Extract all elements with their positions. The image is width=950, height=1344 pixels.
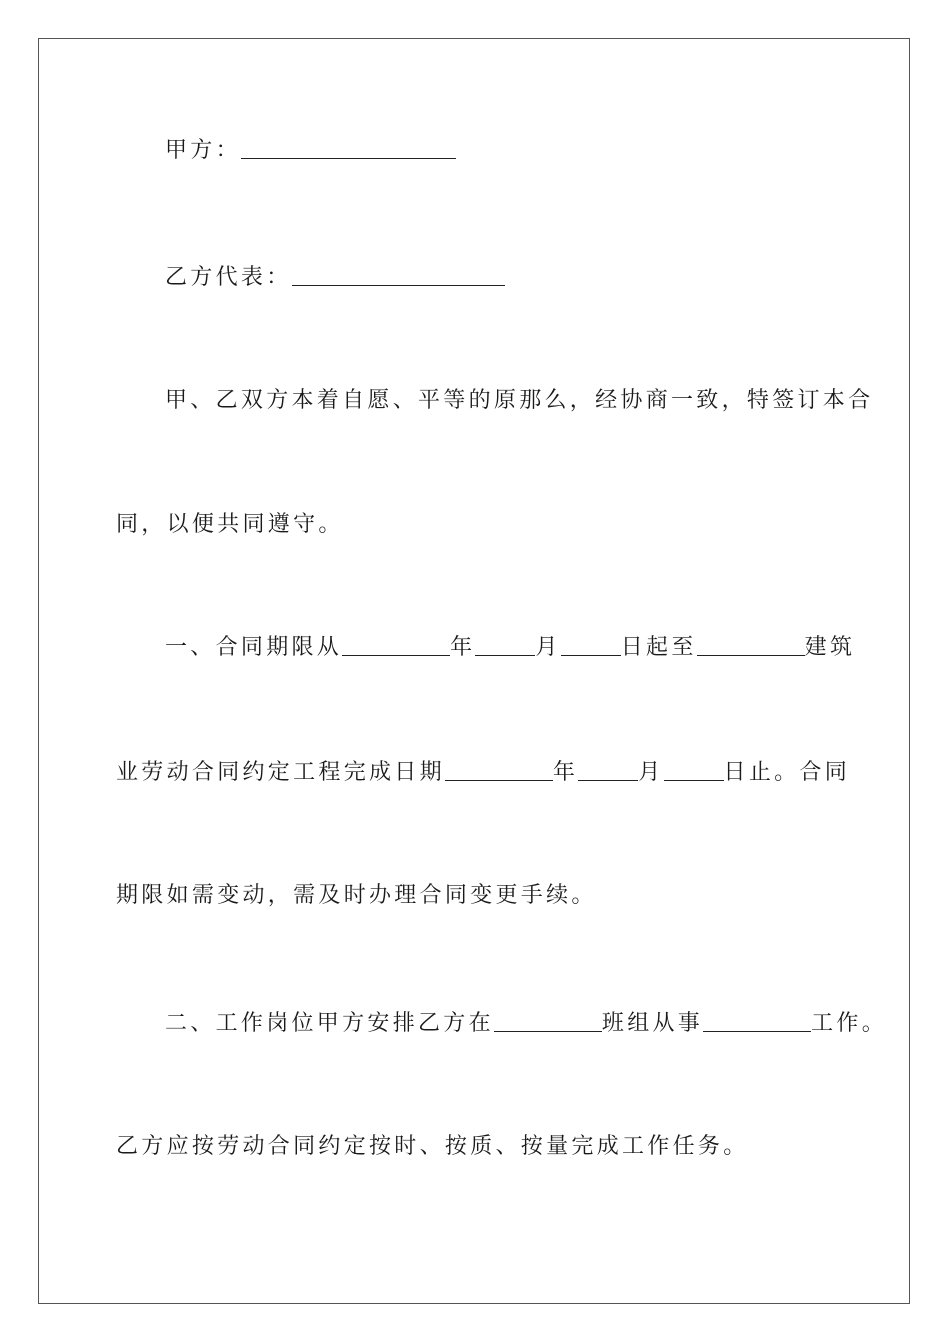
- month-label: 月: [535, 635, 561, 660]
- clause-1-line-1: [165, 633, 855, 663]
- page-border: [38, 38, 910, 1304]
- clause-1-text: 业劳动合同约定工程完成日期: [116, 760, 445, 785]
- start-month-blank[interactable]: [475, 633, 535, 656]
- end-day-blank[interactable]: [664, 758, 724, 781]
- preamble-line-2: 同，以便共同遵守。: [116, 512, 344, 537]
- party-a-label: 甲方：: [165, 138, 241, 163]
- party-b-label: 乙方代表：: [165, 265, 292, 290]
- clause-1-line-3: 期限如需变动，需及时办理合同变更手续。: [116, 883, 597, 908]
- clause-2-text: 班组从事: [601, 1011, 704, 1036]
- year-label: 年: [450, 635, 476, 660]
- clause-2-line-1: [165, 1009, 887, 1039]
- party-a-blank[interactable]: [241, 136, 456, 159]
- clause-1-text: 建筑: [804, 635, 856, 660]
- month-label: 月: [638, 760, 664, 785]
- clause-1-line-2: [116, 758, 850, 788]
- clause-2-text: 工作。: [811, 1011, 888, 1036]
- job-blank[interactable]: [703, 1009, 811, 1032]
- project-blank[interactable]: [697, 633, 805, 656]
- clause-1-text: 一、合同期限从: [165, 635, 343, 660]
- start-day-blank[interactable]: [561, 633, 621, 656]
- clause-2-line-2: 乙方应按劳动合同约定按时、按质、按量完成工作任务。: [116, 1134, 749, 1159]
- party-b-line: [165, 263, 505, 293]
- year-label: 年: [552, 760, 579, 785]
- party-b-blank[interactable]: [292, 263, 505, 286]
- clause-1-text: 日止。合同: [723, 760, 851, 785]
- team-blank[interactable]: [494, 1009, 602, 1032]
- day-until-label: 日起至: [620, 635, 697, 660]
- start-year-blank[interactable]: [342, 633, 450, 656]
- clause-2-text: 二、工作岗位甲方安排乙方在: [165, 1011, 494, 1036]
- end-year-blank[interactable]: [445, 758, 553, 781]
- party-a-line: [165, 136, 456, 166]
- preamble-line-1: 甲、乙双方本着自愿、平等的原那么，经协商一致，特签订本合: [165, 388, 874, 413]
- end-month-blank[interactable]: [578, 758, 638, 781]
